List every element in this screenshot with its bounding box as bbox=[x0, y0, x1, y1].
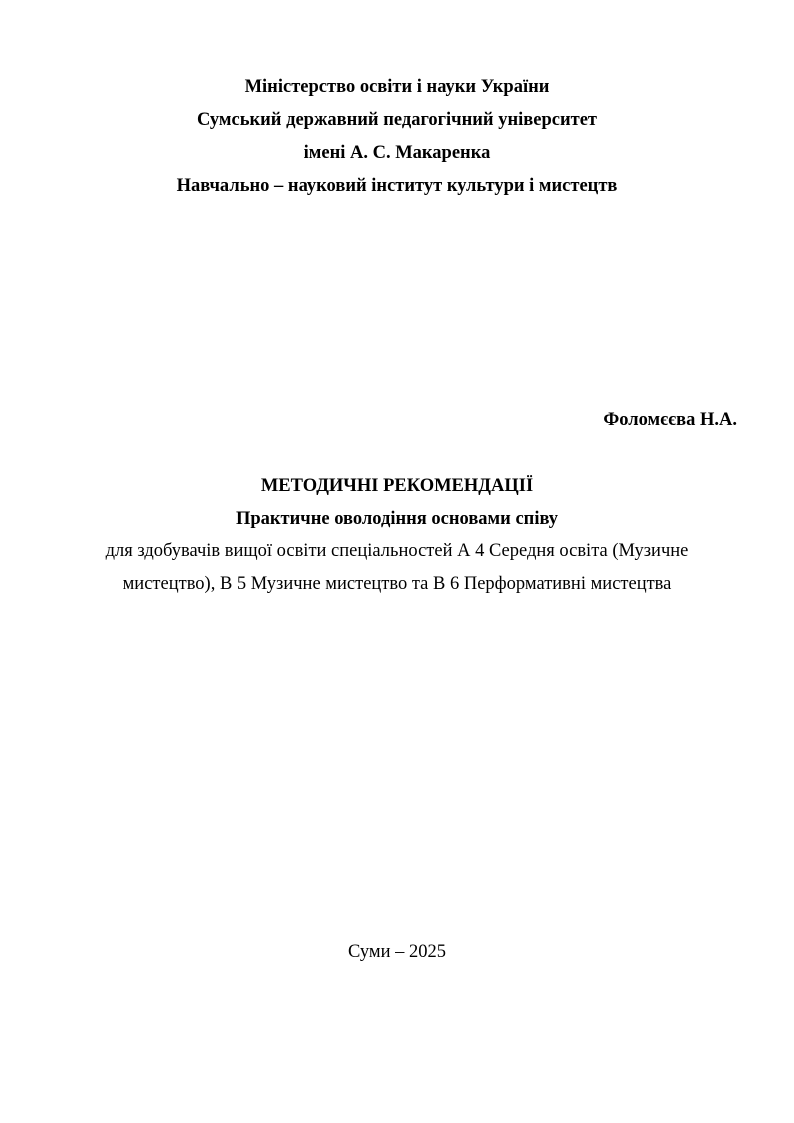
document-subtitle: Практичне оволодіння основами співу bbox=[235, 509, 559, 529]
city-year: Суми – 2025 bbox=[348, 942, 446, 962]
ministry-heading: Міністерство освіти і науки України bbox=[244, 77, 550, 97]
description-line-1: для здобувачів вищої освіти спеціальностей А 4 Середня освіта (Музичне bbox=[105, 541, 689, 561]
description-line-2: мистецтво), В 5 Музичне мистецтво та В 6 Перформативні мистецтва bbox=[122, 574, 672, 594]
university-heading: Сумський державний педагогічний університет bbox=[196, 110, 598, 130]
document-title: МЕТОДИЧНІ РЕКОМЕНДАЦІЇ bbox=[260, 476, 534, 496]
institute-heading: Навчально – науковий інститут культури і мистецтв bbox=[176, 176, 618, 196]
university-name-heading: імені А. С. Макаренка bbox=[303, 143, 491, 163]
author-name: Фоломєєва Н.А. bbox=[603, 410, 737, 430]
